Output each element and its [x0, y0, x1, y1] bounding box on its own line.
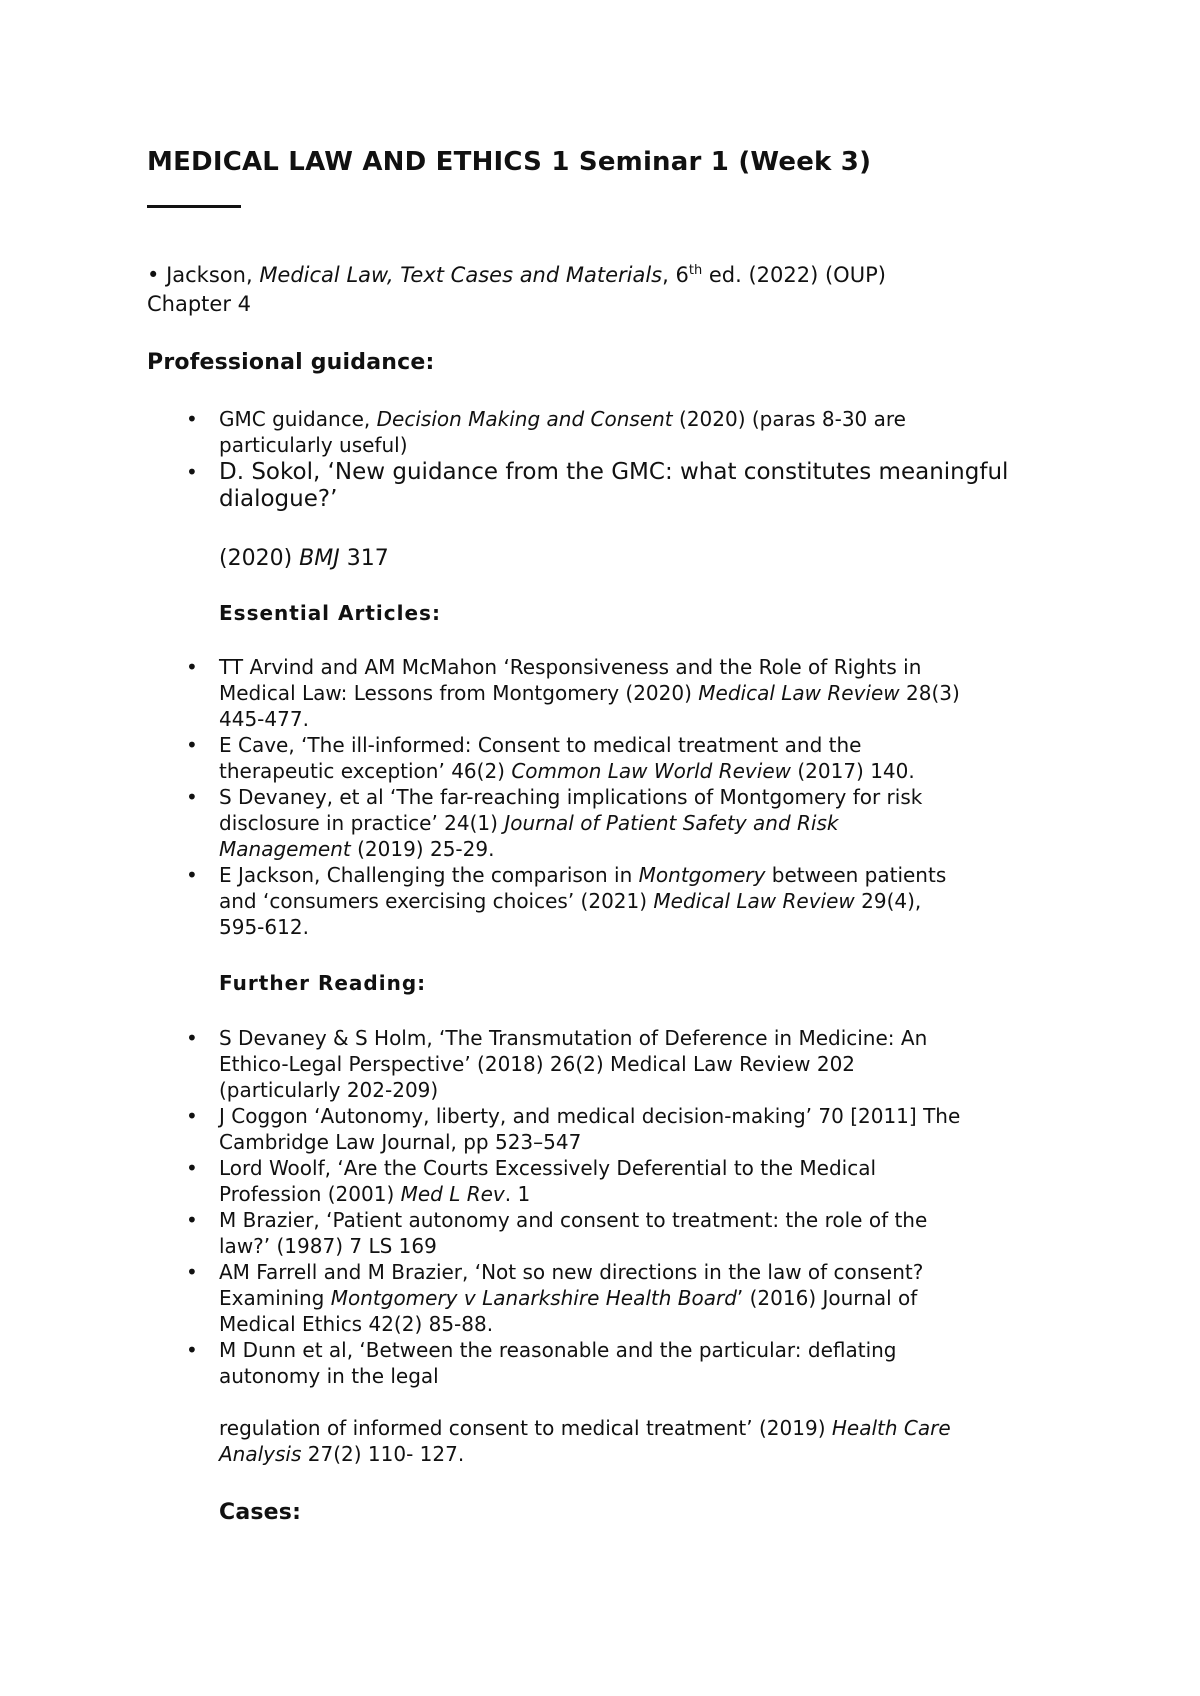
- professional-guidance-heading: Professional guidance:: [147, 350, 435, 375]
- bullet-icon: •: [147, 263, 160, 287]
- document-title: MEDICAL LAW AND ETHICS 1 Seminar 1 (Week 3): [147, 147, 872, 177]
- list-item-devaney-holm: • S Devaney & S Holm, ‘The Transmutation of Deference in Medicine: An Ethico-Legal Perspective’ (2018) 26(2) Medical Law Review 202 (particularly 202-209): [0, 1025, 1079, 1103]
- textbook-chapter: Chapter 4: [147, 292, 251, 316]
- list-item-sokol: • D. Sokol, ‘New guidance from the GMC: what constitutes meaningful dialogue?’: [0, 459, 1079, 513]
- list-item-jackson: • E Jackson, Challenging the comparison in Montgomery between patients and ‘consumers exercising choices’ (2021) Medical Law Review 29(4), 595-612.: [0, 862, 1079, 940]
- list-item-devaney: • S Devaney, et al ‘The far-reaching implications of Montgomery for risk disclosure in practice’ 24(1) Journal of Patient Safety and Risk Management (2019) 25-29.: [0, 784, 1079, 862]
- list-item-brazier: • M Brazier, ‘Patient autonomy and consent to treatment: the role of the law?’ (1987) 7 LS 169: [0, 1207, 1079, 1259]
- list-item-arvind: • TT Arvind and AM McMahon ‘Responsiveness and the Role of Rights in Medical Law: Lessons from Montgomery (2020) Medical Law Review 28(3) 445-477.: [0, 654, 1079, 732]
- cases-heading: Cases:: [219, 1500, 302, 1525]
- list-item-cave: • E Cave, ‘The ill-informed: Consent to medical treatment and the therapeutic exception’ 46(2) Common Law World Review (2017) 140.: [0, 732, 1079, 784]
- professional-guidance-list: [0, 406, 1079, 513]
- list-item-gmc: • GMC guidance, Decision Making and Consent (2020) (paras 8-30 are particularly useful): [0, 406, 1079, 458]
- title-underline: [147, 205, 241, 208]
- list-item-coggon: • J Coggon ‘Autonomy, liberty, and medical decision-making’ 70 [2011] The Cambridge Law Journal, pp 523–547: [0, 1103, 1079, 1155]
- dunn-continuation: regulation of informed consent to medical treatment’ (2019) Health Care Analysis 27(2) 110- 127.: [219, 1416, 951, 1466]
- further-reading-heading: Further Reading:: [219, 971, 427, 995]
- list-item-woolf: • Lord Woolf, ‘Are the Courts Excessively Deferential to the Medical Profession (2001) Med L Rev. 1: [0, 1155, 1079, 1207]
- essential-articles-list: [0, 654, 1079, 940]
- textbook-reference: • Jackson, Medical Law, Text Cases and Materials, 6th ed. (2022) (OUP): [147, 263, 886, 287]
- list-item-dunn: • M Dunn et al, ‘Between the reasonable and the particular: deflating autonomy in the legal: [0, 1337, 1079, 1389]
- list-item-farrell: • AM Farrell and M Brazier, ‘Not so new directions in the law of consent? Examining Montgomery v Lanarkshire Health Board’ (2016) Journal of Medical Ethics 42(2) 85-88.: [0, 1259, 1079, 1337]
- essential-articles-heading: Essential Articles:: [219, 601, 441, 625]
- sokol-citation: (2020) BMJ 317: [219, 546, 389, 571]
- further-reading-list: [0, 1025, 1079, 1389]
